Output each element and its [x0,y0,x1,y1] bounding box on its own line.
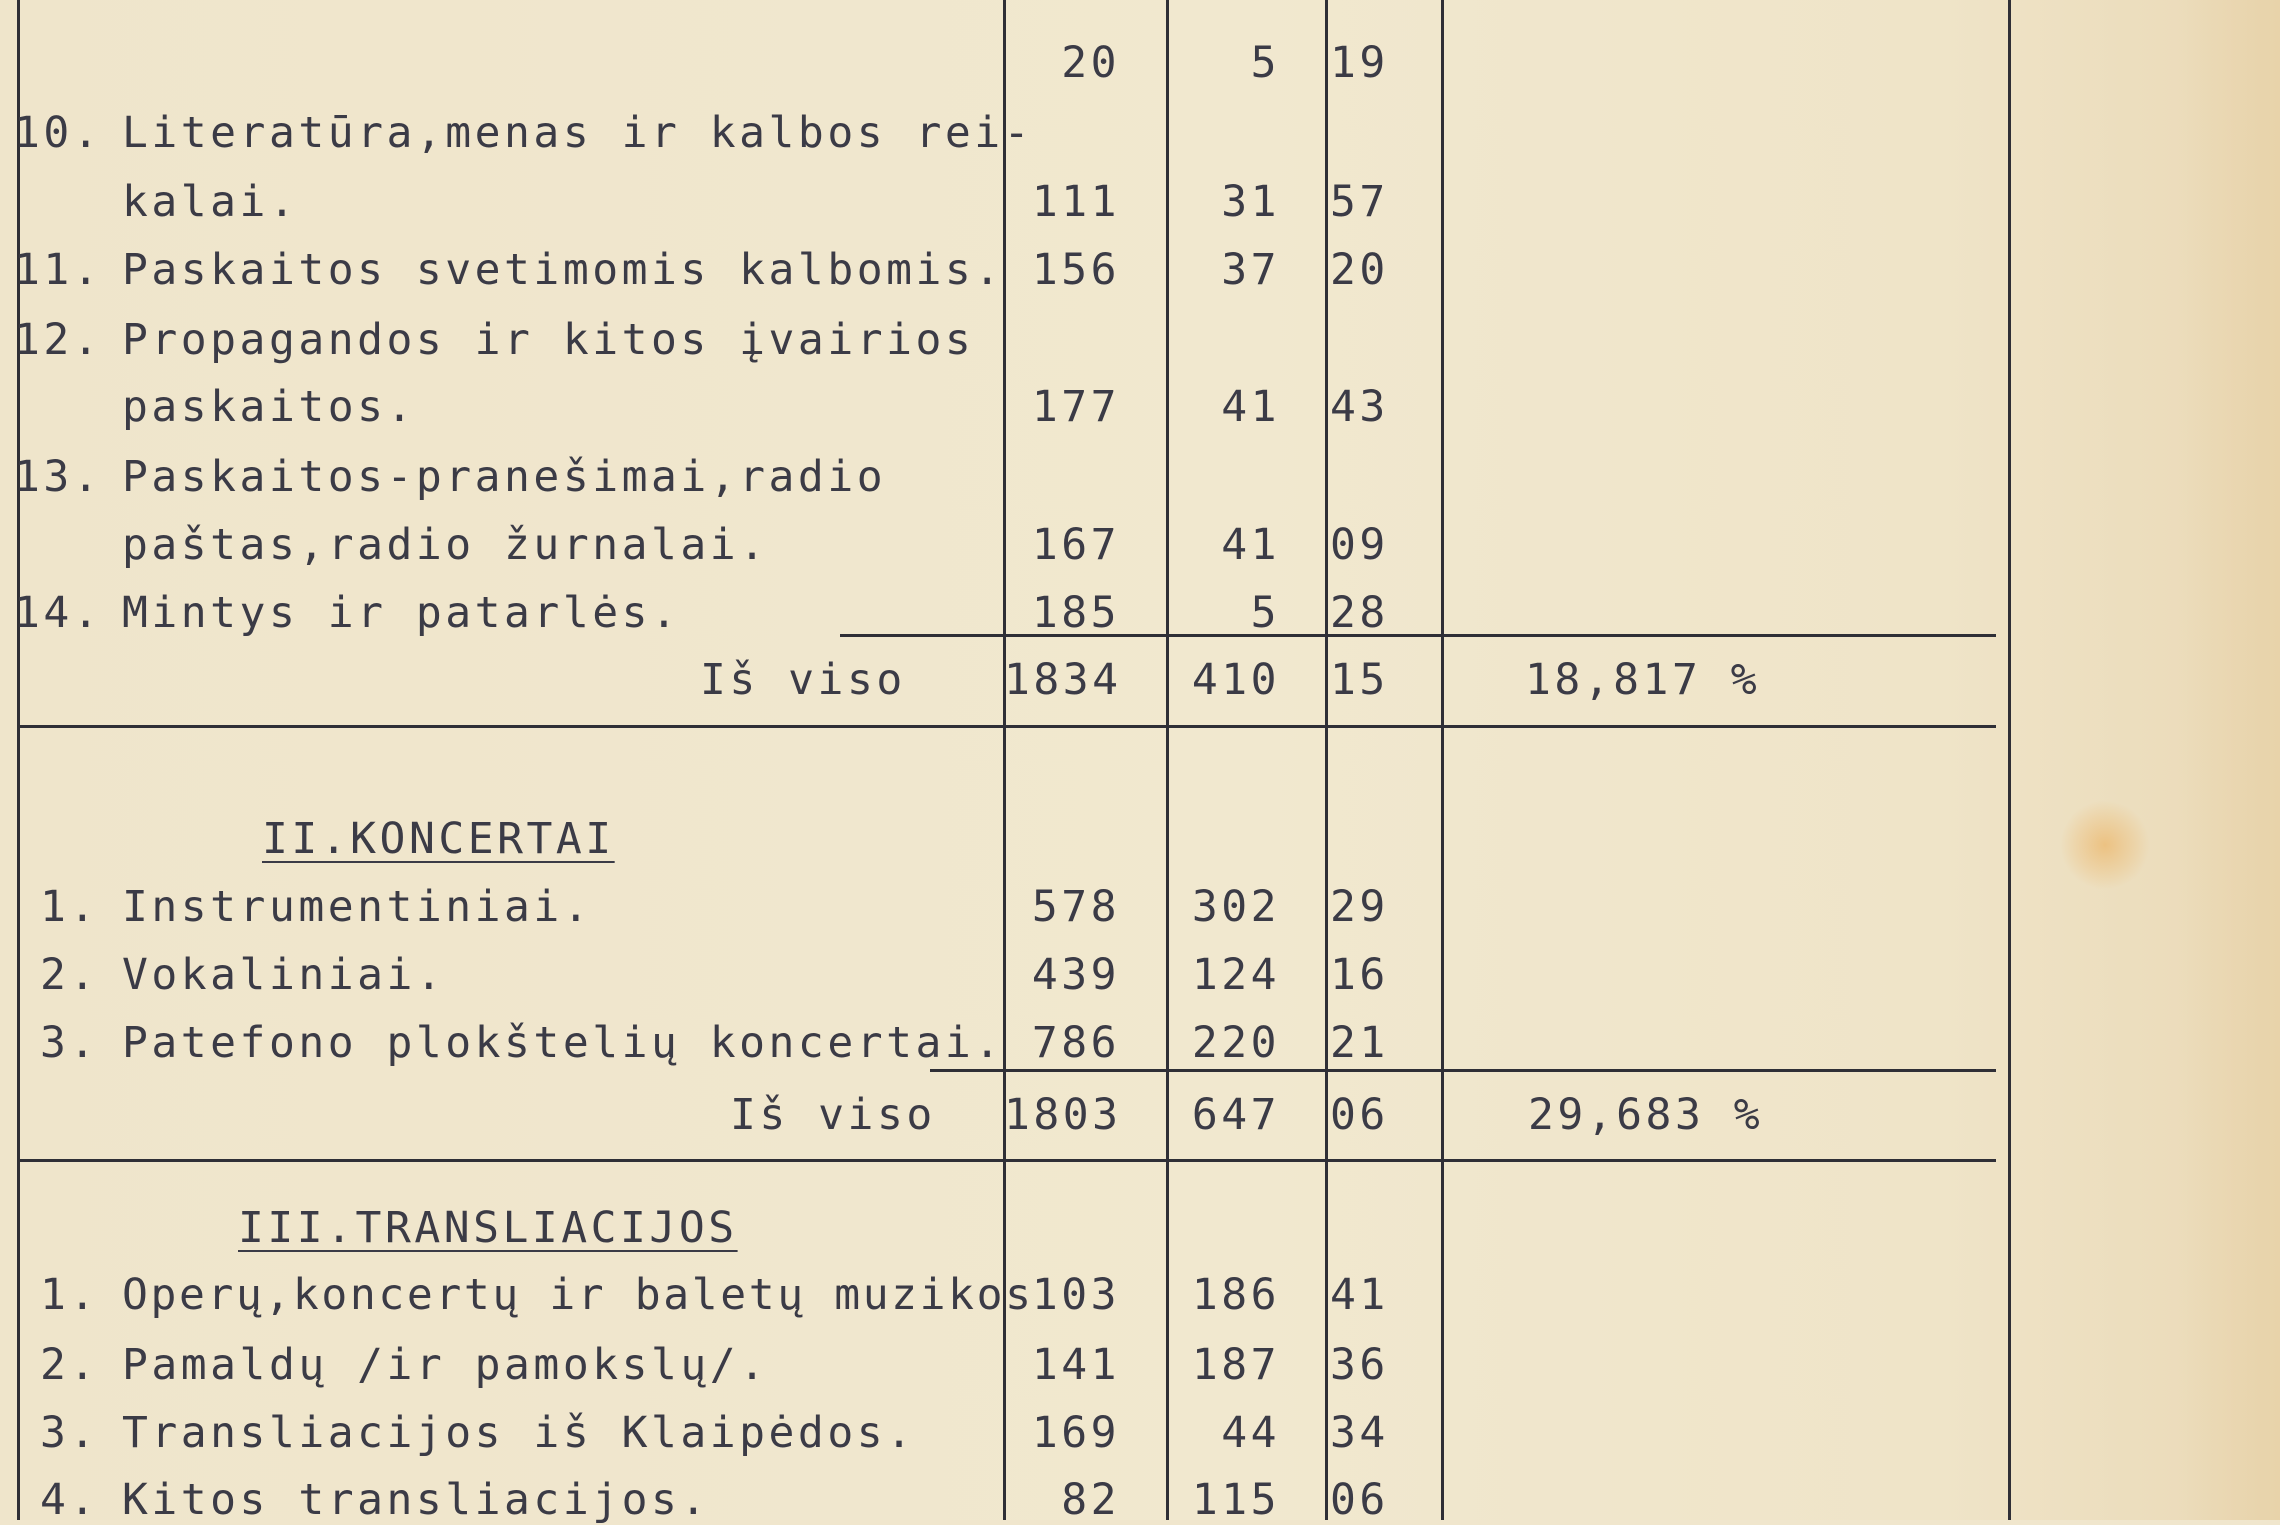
cell-v2: 187 [1191,1340,1280,1390]
row-number: 14. [14,588,103,638]
row-label: Instrumentiniai. [122,882,593,932]
total-label: Iš viso [700,655,906,705]
cell-v3: 43 [1330,382,1389,432]
row-number: 13. [14,452,103,502]
cell-v2: 37 [1221,245,1280,295]
column-divider-3 [1325,0,1328,1520]
cell-v3: 34 [1330,1408,1389,1458]
cell-v1: 141 [1031,1340,1120,1390]
section-title: II.KONCERTAI [262,814,615,864]
row-label: Literatūra,menas ir kalbos rei- [122,108,1034,158]
row-number: 3. [40,1018,99,1068]
row-label: Mintys ir patarlės. [122,588,681,638]
row-label: Patefono plokštelių koncertai. [122,1018,1004,1068]
cell-v2: 31 [1221,177,1280,227]
row-number: 2. [40,950,99,1000]
row-label-cont: kalai. [122,177,299,227]
cell-v2: 115 [1191,1475,1280,1525]
row-label: Transliacijos iš Klaipėdos. [122,1408,916,1458]
cell-v2: 186 [1191,1270,1280,1320]
cell-v1: 82 [1061,1475,1120,1525]
cell-v3: 06 [1330,1475,1389,1525]
total-v2: 647 [1191,1090,1280,1140]
paper-edge [2180,0,2280,1520]
row-number: 4. [40,1475,99,1525]
cell-v1: 185 [1031,588,1120,638]
cell-v2: 5 [1250,38,1280,88]
section-rule-2 [17,1159,1996,1162]
cell-v2: 5 [1250,588,1280,638]
cell-v3: 19 [1330,38,1389,88]
cell-v3: 20 [1330,245,1389,295]
total-v1: 1834 [1004,655,1122,705]
row-label: Paskaitos svetimomis kalbomis. [122,245,1004,295]
cell-v2: 302 [1191,882,1280,932]
total-v1: 1803 [1004,1090,1122,1140]
row-label: Paskaitos-pranešimai,radio [122,452,887,502]
column-divider-4 [1441,0,1444,1520]
row-label: Kitos transliacijos. [122,1475,710,1525]
row-label-cont: paštas,radio žurnalai. [122,520,769,570]
total-v2: 410 [1191,655,1280,705]
cell-v1: 169 [1031,1408,1120,1458]
cell-v3: 16 [1330,950,1389,1000]
cell-v2: 220 [1191,1018,1280,1068]
cell-v3: 29 [1330,882,1389,932]
cell-v3: 09 [1330,520,1389,570]
cell-v1: 156 [1031,245,1120,295]
cell-v2: 124 [1191,950,1280,1000]
row-label-cont: paskaitos. [122,382,416,432]
cell-v1: 103 [1031,1270,1120,1320]
row-label: Pamaldų /ir pamokslų/. [122,1340,769,1390]
total-percent: 29,683 % [1528,1090,1764,1140]
row-number: 1. [40,1270,99,1320]
row-number: 1. [40,882,99,932]
cell-v1: 439 [1031,950,1120,1000]
cell-v2: 41 [1221,520,1280,570]
row-number: 3. [40,1408,99,1458]
total-v3: 15 [1330,655,1389,705]
subtotal-rule-2 [930,1069,1996,1072]
cell-v1: 177 [1031,382,1120,432]
cell-v3: 57 [1330,177,1389,227]
cell-v3: 41 [1330,1270,1389,1320]
row-label: Propagandos ir kitos įvairios [122,315,975,365]
cell-v1: 111 [1031,177,1120,227]
total-percent: 18,817 % [1525,655,1761,705]
total-label: Iš viso [730,1090,936,1140]
cell-v1: 20 [1061,38,1120,88]
cell-v1: 578 [1031,882,1120,932]
section-rule-1 [17,725,1996,728]
section-title: III.TRANSLIACIJOS [238,1203,738,1253]
row-number: 11. [14,245,103,295]
cell-v1: 786 [1031,1018,1120,1068]
cell-v2: 41 [1221,382,1280,432]
row-label: Operų,koncertų ir baletų muzikos [122,1270,1034,1320]
paper-stain [2060,800,2150,890]
cell-v3: 28 [1330,588,1389,638]
row-label: Vokaliniai. [122,950,446,1000]
cell-v3: 21 [1330,1018,1389,1068]
row-number: 2. [40,1340,99,1390]
cell-v3: 36 [1330,1340,1389,1390]
table-right-border [2008,0,2011,1520]
row-number: 10. [14,108,103,158]
row-number: 12. [14,315,103,365]
cell-v1: 167 [1031,520,1120,570]
table-left-border [17,0,20,1520]
total-v3: 06 [1330,1090,1389,1140]
cell-v2: 44 [1221,1408,1280,1458]
